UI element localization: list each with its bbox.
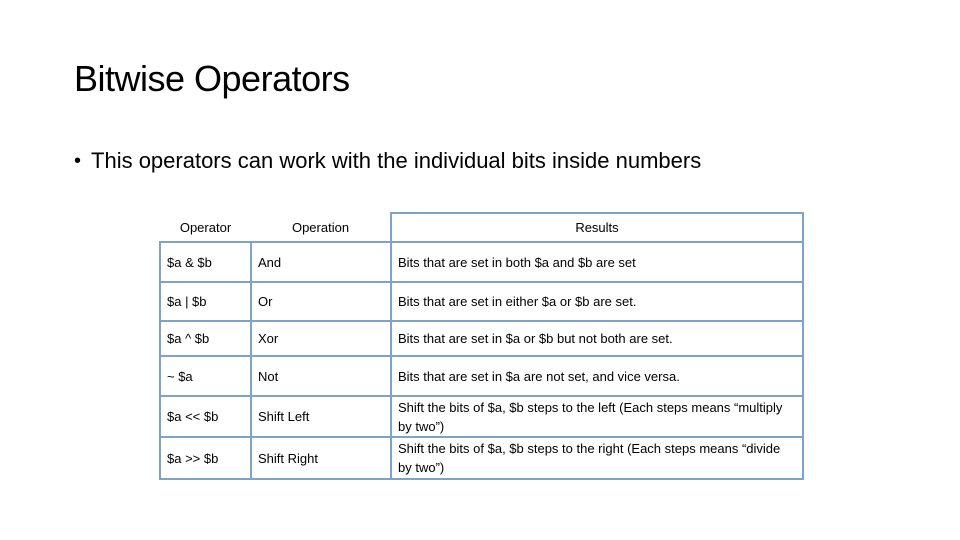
cell-result: Shift the bits of $a, $b steps to the left (Each steps means “multiply by two”) — [391, 396, 803, 437]
cell-operator: $a ^ $b — [160, 321, 251, 356]
cell-operator: $a >> $b — [160, 437, 251, 479]
cell-result: Bits that are set in both $a and $b are set — [391, 242, 803, 282]
table-row — [160, 437, 803, 479]
table-row — [160, 282, 803, 321]
table-row — [160, 321, 803, 356]
cell-operation: Xor — [251, 321, 391, 356]
bullet-point — [74, 148, 701, 174]
bullet-text: This operators can work with the individual bits inside numbers — [91, 148, 702, 173]
slide-title: Bitwise Operators — [74, 58, 350, 99]
cell-operator: ~ $a — [160, 356, 251, 396]
cell-operation: Or — [251, 282, 391, 321]
table-header-row — [160, 213, 803, 242]
cell-operation: Shift Right — [251, 437, 391, 479]
cell-result: Shift the bits of $a, $b steps to the right (Each steps means “divide by two”) — [391, 437, 803, 479]
table-row — [160, 242, 803, 282]
header-operator: Operator — [160, 213, 251, 242]
cell-operator: $a << $b — [160, 396, 251, 437]
table-row — [160, 356, 803, 396]
cell-operator: $a | $b — [160, 282, 251, 321]
cell-result: Bits that are set in either $a or $b are set. — [391, 282, 803, 321]
cell-operation: Not — [251, 356, 391, 396]
cell-result: Bits that are set in $a are not set, and vice versa. — [391, 356, 803, 396]
bullet-icon: • — [74, 149, 82, 172]
cell-operation: And — [251, 242, 391, 282]
operators-table — [159, 212, 804, 480]
cell-operation: Shift Left — [251, 396, 391, 437]
cell-result: Bits that are set in $a or $b but not both are set. — [391, 321, 803, 356]
header-results: Results — [391, 213, 803, 242]
cell-operator: $a & $b — [160, 242, 251, 282]
header-operation: Operation — [251, 213, 391, 242]
table-row — [160, 396, 803, 437]
